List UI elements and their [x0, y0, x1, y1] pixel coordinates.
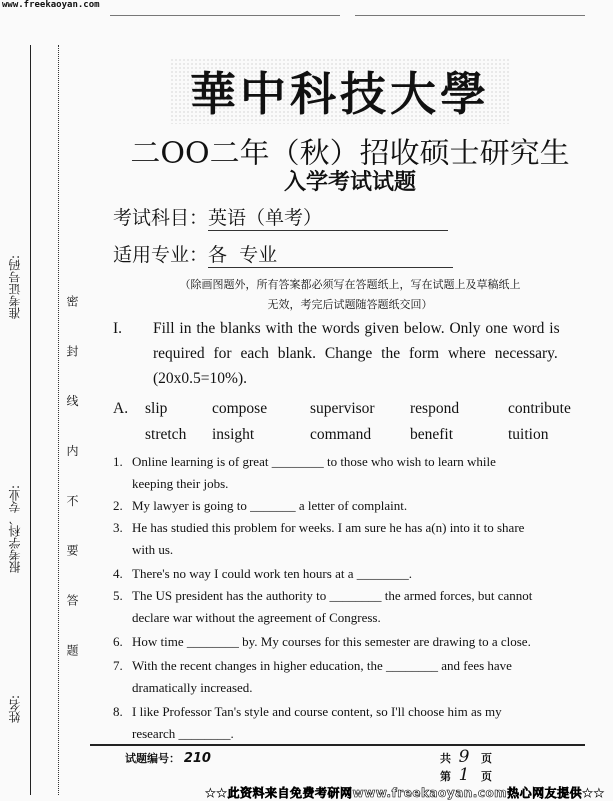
question-text: keeping their jobs.	[132, 476, 229, 491]
word-option: benefit	[410, 426, 454, 443]
major-label: 报考学科、专业:	[8, 485, 22, 574]
instructions-note: （除画图题外，所有答案都必须写在答题纸上，写在试题上及草稿纸上	[179, 278, 521, 291]
word-option: supervisor	[310, 400, 375, 417]
current-unit: 页	[481, 770, 492, 783]
question-text: With the recent changes in higher education, the ________ and fees have	[132, 658, 512, 673]
question-text: with us.	[132, 542, 174, 557]
question-text: declare war without the agreement of Congress.	[132, 610, 381, 625]
question-text: Online learning is of great ________ to those who wish to learn while	[132, 454, 496, 469]
name-label: 姓名:	[8, 695, 22, 724]
binding-line	[30, 45, 31, 795]
question-text: There's no way I could work ten hours at a ________.	[132, 566, 412, 581]
question-text: dramatically increased.	[132, 680, 253, 695]
word-option: compose	[212, 400, 268, 417]
site-url: www.freekaoyan.com	[2, 0, 100, 10]
section-instruction: Fill in the blanks with the words given below. Only one word is	[153, 320, 560, 337]
subject-value: 英语（单考）	[208, 203, 448, 231]
word-option: command	[310, 426, 372, 443]
total-label: 共	[440, 752, 451, 765]
question-text: How time ________ by. My courses for this semester are drawing to a close.	[132, 634, 531, 649]
exam-title: 二OO二年（秋）招收硕士研究生	[130, 136, 570, 170]
question-text: My lawyer is going to _______ a letter of complaint.	[132, 498, 408, 513]
word-option: insight	[212, 426, 255, 443]
question-number: 2.	[113, 498, 123, 513]
page-unit: 页	[481, 752, 492, 765]
code-value: 210	[183, 751, 211, 766]
current-page-value: 1	[458, 765, 470, 785]
section-number: I.	[113, 320, 123, 337]
question-text: I like Professor Tan's style and course content, so I'll choose him as my	[132, 704, 502, 719]
question-text: The US president has the authority to ________ the armed forces, but cannot	[132, 588, 533, 603]
exam-id-label: 准考证号码:	[8, 255, 22, 320]
question-number: 8.	[113, 704, 123, 719]
code-label: 试题编号：	[125, 752, 180, 765]
major-value: 各 专业	[208, 240, 453, 268]
question-number: 1.	[113, 454, 123, 469]
subject-field	[113, 203, 448, 231]
word-option: respond	[410, 400, 460, 417]
exam-subtitle: 入学考试试题	[283, 170, 416, 195]
word-option: slip	[145, 400, 168, 417]
question-number: 5.	[113, 588, 123, 603]
section-instruction: required for each blank. Change the form where necessary.	[153, 345, 558, 362]
subject-label: 考试科目：	[113, 207, 209, 229]
divider	[355, 15, 585, 16]
question-number: 4.	[113, 566, 123, 581]
source-banner: ★★此资料来自免费考研网www.freekaoyan.com热心网友提供★★	[205, 786, 605, 800]
footer-divider	[90, 744, 585, 746]
question-text: He has studied this problem for weeks. I am sure he has a(n) into it to share	[132, 520, 525, 535]
word-option: contribute	[508, 400, 571, 417]
question-text: research ________.	[132, 726, 234, 741]
question-number: 3.	[113, 520, 123, 535]
total-pages-value: 9	[458, 747, 470, 767]
word-option: stretch	[145, 426, 187, 443]
instructions-note: 无效，考完后试题随答题纸交回）	[267, 298, 433, 311]
part-label: A.	[113, 400, 129, 417]
question-number: 7.	[113, 658, 123, 673]
word-option: tuition	[508, 426, 549, 443]
question-number: 6.	[113, 634, 123, 649]
university-logo: 華中科技大學	[170, 58, 510, 124]
major-label: 适用专业：	[113, 244, 209, 266]
question-code	[125, 750, 211, 768]
current-page	[440, 766, 492, 786]
section-instruction: (20x0.5=10%).	[153, 370, 247, 387]
divider	[110, 15, 340, 16]
seal-line	[58, 45, 59, 795]
major-field	[113, 240, 453, 268]
seal-notice: 密 封 线 内 不 要 答 题	[65, 295, 79, 673]
current-label: 第	[440, 770, 451, 783]
